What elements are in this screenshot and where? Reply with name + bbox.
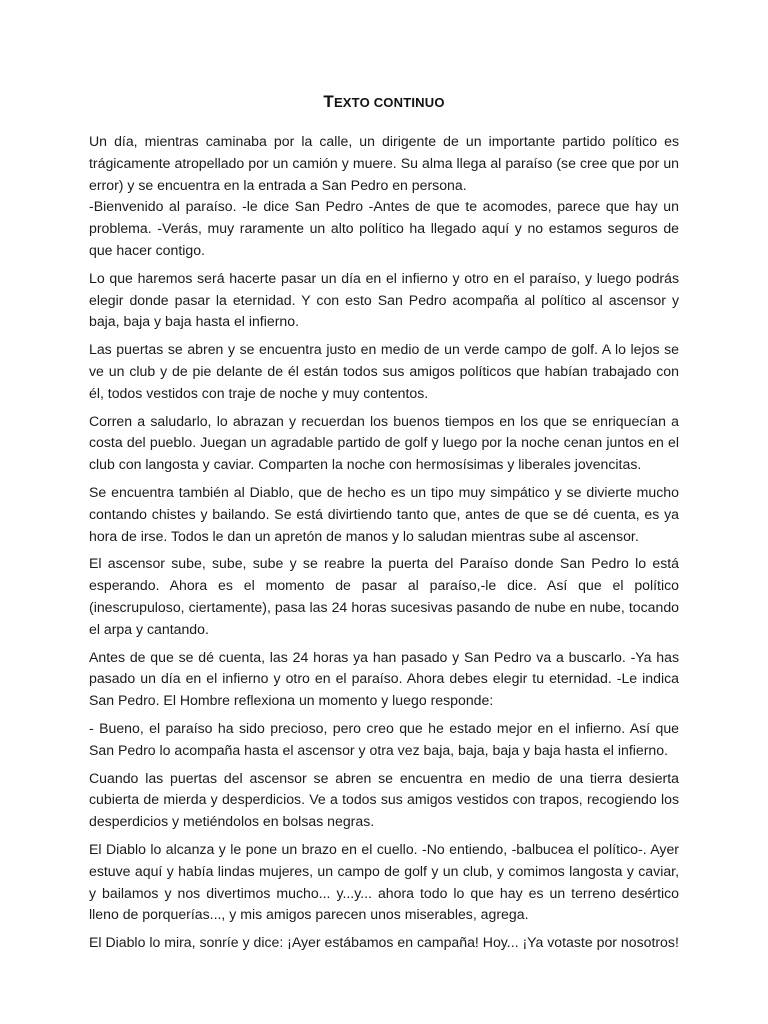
title-rest: EXTO CONTINUO <box>333 95 445 110</box>
paragraph-3: Lo que haremos será hacerte pasar un día en el infierno y otro en el paraíso, y luego podrás elegir donde pasar la eternidad. Y con esto San Pedro acompaña al político al ascensor y baja, baja y baja hasta el infierno. <box>89 269 679 330</box>
paragraph-10: Cuando las puertas del ascensor se abren se encuentra en medio de una tierra desierta cubierta de mierda y desperdicios. Ve a todos sus amigos vestidos con trapos, recogiendo los desperdicios y metiéndolos en bolsas negras. <box>89 769 679 830</box>
paragraph-4: Las puertas se abren y se encuentra justo en medio de un verde campo de golf. A lo lejos se ve un club y de pie delante de él están todos sus amigos políticos que habían trabajado con él, todos vestidos con traje de noche y muy contentos. <box>89 341 679 401</box>
document-page <box>89 92 679 960</box>
title-initial: T <box>323 92 334 111</box>
paragraph-8: Antes de que se dé cuenta, las 24 horas ya han pasado y San Pedro va a buscarlo. -Ya has pasado un día en el infierno y otro en el paraíso. Ahora debes elegir tu eternidad. -Le indica San Pedro. El Hombre reflexiona un momento y luego responde: <box>89 648 679 709</box>
paragraph-2: -Bienvenido al paraíso. -le dice San Pedro -Antes de que te acomodes, parece que hay un problema. -Verás, muy raramente un alto político ha llegado aquí y no estamos seguros de que hacer contigo. <box>89 198 679 258</box>
paragraph-12: El Diablo lo mira, sonríe y dice: ¡Ayer estábamos en campaña! Hoy... ¡Ya votaste por nosotros! <box>89 934 679 951</box>
paragraph-6: Se encuentra también al Diablo, que de hecho es un tipo muy simpático y se divierte mucho contando chistes y bailando. Se está divirtiendo tanto que, antes de que se dé cuenta, es ya hora de irse. Todos le dan un apretón de manos y lo saludan mientras sube al ascensor. <box>89 483 679 544</box>
paragraph-11: El Diablo lo alcanza y le pone un brazo en el cuello. -No entiendo, -balbucea el político-. Ayer estuve aquí y había lindas mujeres, un campo de golf y un club, y comimos langosta y caviar, y bailamos y nos divertimos mucho... y...y... ahora todo lo que hay es un terreno desértico lleno de porquerías..., y mis amigos parecen unos miserables, agrega. <box>89 840 679 923</box>
paragraph-1: Un día, mientras caminaba por la calle, un dirigente de un importante partido político es trágicamente atropellado por un camión y muere. Su alma llega al paraíso (se cree que por un error) y se encuentra en la entrada a San Pedro en persona. <box>89 133 679 193</box>
paragraph-9: - Bueno, el paraíso ha sido precioso, pero creo que he estado mejor en el infierno. Así que San Pedro lo acompaña hasta el ascensor y otra vez baja, baja, baja y baja hasta el infierno. <box>89 719 679 758</box>
paragraph-5: Corren a saludarlo, lo abrazan y recuerdan los buenos tiempos en los que se enriquecían a costa del pueblo. Juegan un agradable partido de golf y luego por la noche cenan juntos en el club con langosta y caviar. Comparten la noche con hermosísimas y liberales jovencitas. <box>89 412 679 473</box>
document-title <box>89 92 679 112</box>
paragraph-7: El ascensor sube, sube, sube y se reabre la puerta del Paraíso donde San Pedro lo está esperando. Ahora es el momento de pasar al paraíso,-le dice. Así que el político (inescrupuloso, ciertamente), pasa las 24 horas sucesivas pasando de nube en nube, tocando el arpa y cantando. <box>89 555 679 637</box>
